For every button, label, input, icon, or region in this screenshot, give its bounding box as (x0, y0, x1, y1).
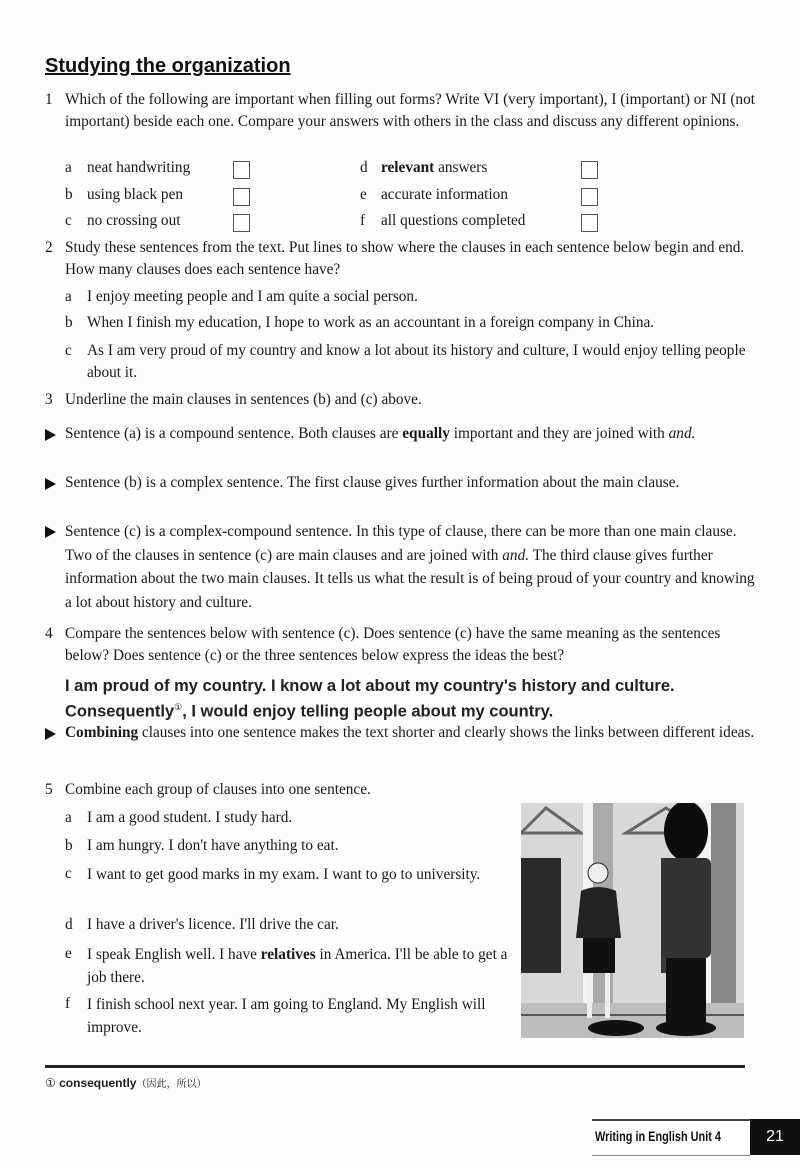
note-text-part: Sentence (c) is a complex-compound sentence. In this type of clause, there can be more than one main clause. Two of the clauses in sentence (c) are main clauses and are joined with (65, 523, 737, 564)
question-5-text: Combine each group of clauses into one sentence. (65, 781, 371, 798)
footnote-gloss: （因此，所以） (136, 1079, 207, 1090)
footnote-marker: ① (45, 1076, 56, 1090)
question-4-text: Compare the sentences below with sentence (c). Does sentence (c) have the same meaning as the sentences below? Does sentence (c) or the three sentences below express the ideas the best? (65, 625, 721, 664)
clause-part: I speak English well. I have (87, 946, 261, 963)
clause-text: I finish school next year. I am going to England. My English will improve. (87, 996, 486, 1036)
question-number: 1 (45, 91, 53, 108)
clause-text: I am hungry. I don't have anything to eat. (87, 837, 339, 854)
item-letter: a (65, 809, 72, 826)
example-part: Consequently (65, 702, 175, 721)
option-letter: a (65, 159, 72, 176)
clause-text (87, 943, 517, 989)
footnote-marker[interactable]: ① (174, 702, 183, 712)
clause-part: in America. I'll be able to get a job there. (87, 946, 508, 986)
question-number: 3 (45, 391, 53, 408)
option-text: accurate information (381, 186, 508, 203)
option-letter: b (65, 186, 73, 203)
note-text-part: The third clause gives further information about the two main clauses. It tells us what the result is of being proud of your country and knowing a lot about history and culture. (65, 546, 755, 611)
option-letter: e (360, 186, 367, 203)
italic-word: and. (502, 546, 530, 564)
question-3-text: Underline the main clauses in sentences (b) and (c) above. (65, 391, 422, 408)
note-text (65, 722, 755, 744)
sentence-text: When I finish my education, I hope to work as an accountant in a foreign company in China. (87, 314, 655, 331)
question-2-text: Study these sentences from the text. Put lines to show where the clauses in each sentence below begin and end. How many clauses does each sentence have? (65, 239, 745, 278)
sentence-text: I enjoy meeting people and I am quite a social person. (87, 288, 418, 305)
note-text (65, 423, 755, 445)
clause-text: I am a good student. I study hard. (87, 809, 293, 826)
arrow-bullet-icon (45, 478, 56, 490)
question-1-text: Which of the following are important when filling out forms? Write VI (very important), I (important) or NI (not important) beside each one. Compare your answers with others in the class and discuss any different opinions. (65, 91, 755, 130)
item-letter: a (65, 288, 72, 305)
item-letter: f (65, 995, 71, 1012)
option-text: using black pen (87, 186, 184, 203)
arrow-bullet-icon (45, 429, 56, 441)
option-text: no crossing out (87, 212, 181, 229)
italic-word: and. (668, 425, 696, 442)
arrow-bullet-icon (45, 728, 56, 740)
page-number: 21 (750, 1119, 800, 1155)
note-text-part: clauses into one sentence makes the text shorter and clearly shows the links between different ideas. (138, 724, 755, 741)
footnote-word: consequently (59, 1076, 137, 1090)
bold-word: equally (402, 425, 450, 442)
option-text-rest: answers (434, 159, 488, 176)
option-text: neat handwriting (87, 159, 191, 176)
item-letter: e (65, 945, 72, 962)
item-letter: d (65, 916, 73, 933)
answer-checkbox[interactable] (233, 188, 250, 206)
item-letter: c (65, 342, 72, 359)
note-text-part: Sentence (a) is a compound sentence. Both clauses are (65, 425, 403, 442)
clause-text: I want to get good marks in my exam. I want to go to university. (87, 866, 481, 883)
item-letter: b (65, 314, 73, 331)
example-sentence (65, 696, 553, 723)
note-text (65, 520, 755, 614)
bold-word: relevant (381, 159, 435, 176)
note-text-part: important and they are joined with (449, 425, 669, 442)
clause-text: I have a driver's licence. I'll drive the car. (87, 916, 339, 933)
option-letter: c (65, 212, 72, 229)
example-part: , I would enjoy telling people about my country. (182, 702, 554, 721)
arrow-bullet-icon (45, 526, 56, 538)
answer-checkbox[interactable] (233, 161, 250, 179)
option-letter: d (360, 159, 368, 176)
section-title: Studying the organization (45, 55, 291, 77)
bold-word: Combining (65, 724, 139, 741)
footnote (45, 1075, 206, 1090)
option-text: all questions completed (381, 212, 526, 229)
answer-checkbox[interactable] (581, 214, 598, 232)
answer-checkbox[interactable] (581, 188, 598, 206)
question-number: 2 (45, 239, 53, 256)
note-text: Sentence (b) is a complex sentence. The first clause gives further information about the main clause. (65, 474, 680, 491)
item-letter: b (65, 837, 73, 854)
sentence-text: As I am very proud of my country and know a lot about its history and culture, I would enjoy telling people about it. (87, 342, 746, 381)
option-text (381, 157, 487, 179)
footer-unit-label: Writing in English Unit 4 (595, 1128, 721, 1144)
answer-checkbox[interactable] (233, 214, 250, 232)
example-sentence: I am proud of my country. I know a lot about my country's history and culture. (65, 677, 675, 695)
footer-label-box (592, 1119, 750, 1156)
bold-word: relatives (260, 946, 316, 963)
item-letter: c (65, 865, 72, 882)
footnote-divider (45, 1065, 745, 1068)
question-number: 5 (45, 781, 53, 798)
question-number: 4 (45, 625, 53, 642)
answer-checkbox[interactable] (581, 161, 598, 179)
guard-and-boy-illustration (521, 803, 744, 1038)
option-letter: f (360, 212, 366, 229)
